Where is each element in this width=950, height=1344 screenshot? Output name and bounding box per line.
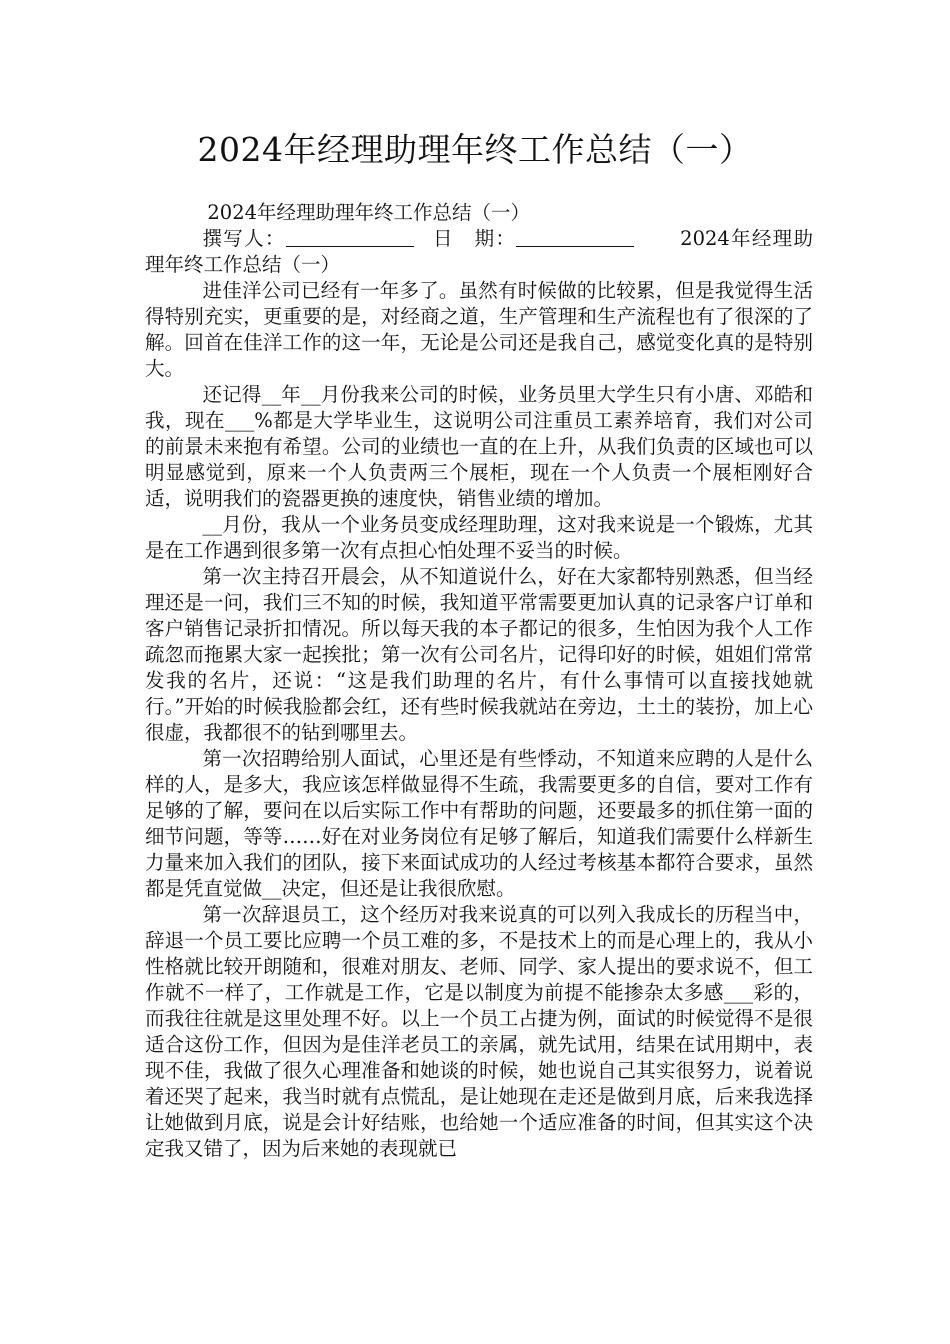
paragraph-2: 还记得__年__月份我来公司的时候，业务员里大学生只有小唐、邓皓和我，现在___%都是大学毕业生，这说明公司注重员工素养培育，我们对公司的前景未来抱有希望。公司的业绩也一直的在上升，从我们负责的区域也可以明显感觉到，原来一个人负责两三个展柜，现在一个人负责一个展柜刚好合适，说明我们的瓷器更换的速度快，销售业绩的增加。 xyxy=(145,383,813,510)
author-label: 撰写人： xyxy=(202,227,286,250)
subtitle-line: 2024年经理助理年终工作总结（一） xyxy=(207,201,531,224)
paragraph-5: 第一次招聘给别人面试，心里还是有些悸动，不知道来应聘的人是什么样的人，是多大，我应该怎样做显得不生疏，我需要更多的自信，要对工作有足够的了解，要问在以后实际工作中有帮助的问题，还要最多的抓住第一面的细节问题，等等……好在对业务岗位有足够了解后，知道我们需要什么样新生力量来加入我们的团队，接下来面试成功的人经过考核基本都符合要求，虽然都是凭直觉做__决定，但还是让我很欣慰。 xyxy=(145,747,813,900)
paragraph-1: 进佳洋公司已经有一年多了。虽然有时候做的比较累，但是我觉得生活得特别充实，更重要的是，对经商之道，生产管理和生产流程也有了很深的了解。回首在佳洋工作的这一年，无论是公司还是我自己，感觉变化真的是特别大。 xyxy=(145,279,813,380)
paragraph-3: __月份，我从一个业务员变成经理助理，这对我来说是一个锻炼，尤其是在工作遇到很多第一次有点担心怕处理不妥当的时候。 xyxy=(145,513,813,562)
paragraph-4: 第一次主持召开晨会，从不知道说什么，好在大家都特别熟悉，但当经理还是一问，我们三不知的时候，我知道平常需要更加认真的记录客户订单和客户销售记录折扣情况。所以每天我的本子都记的很多，生怕因为我个人工作疏忽而拖累大家一起挨批；第一次有公司名片，记得印好的时候，姐姐们常常发我的名片，还说：“这是我们助理的名片，有什么事情可以直接找她就行。”开始的时候我脸都会红，还有些时候我就站在旁边，土土的装扮，加上心很虚，我都很不的钻到哪里去。 xyxy=(145,565,813,744)
author-blank xyxy=(286,228,414,247)
date-label: 日 期： xyxy=(431,227,517,250)
date-blank xyxy=(516,228,634,247)
paragraph-6: 第一次辞退员工，这个经历对我来说真的可以列入我成长的历程当中，辞退一个员工要比应聘一个员工难的多，不是技术上的而是心理上的，我从小性格就比较开朗随和，很难对朋友、老师、同学、家人提出的要求说不，但工作就不一样了，工作就是工作，它是以制度为前提不能掺杂太多感___彩的，而我往往就是这里处理不好。以上一个员工占捷为例，面试的时候觉得不是很适合这份工作，但因为是佳洋老员工的亲属，就先试用，结果在试用期中，表现不佳，我做了很久心理准备和她谈的时候，她也说自己其实很努力，说着说着还哭了起来，我当时就有点慌乱，是让她现在走还是做到月底，后来我选择让她做到月底，说是会计好结账，也给她一个适应准备的时间，但其实这个决定我又错了，因为后来她的表现就已 xyxy=(145,903,813,1160)
trailing-title: 2024年经理助理年终工作总结（一） xyxy=(145,227,813,276)
meta-line xyxy=(145,226,813,278)
document-body xyxy=(145,200,813,1162)
document-title: 2024年经理助理年终工作总结（一） xyxy=(197,130,753,169)
